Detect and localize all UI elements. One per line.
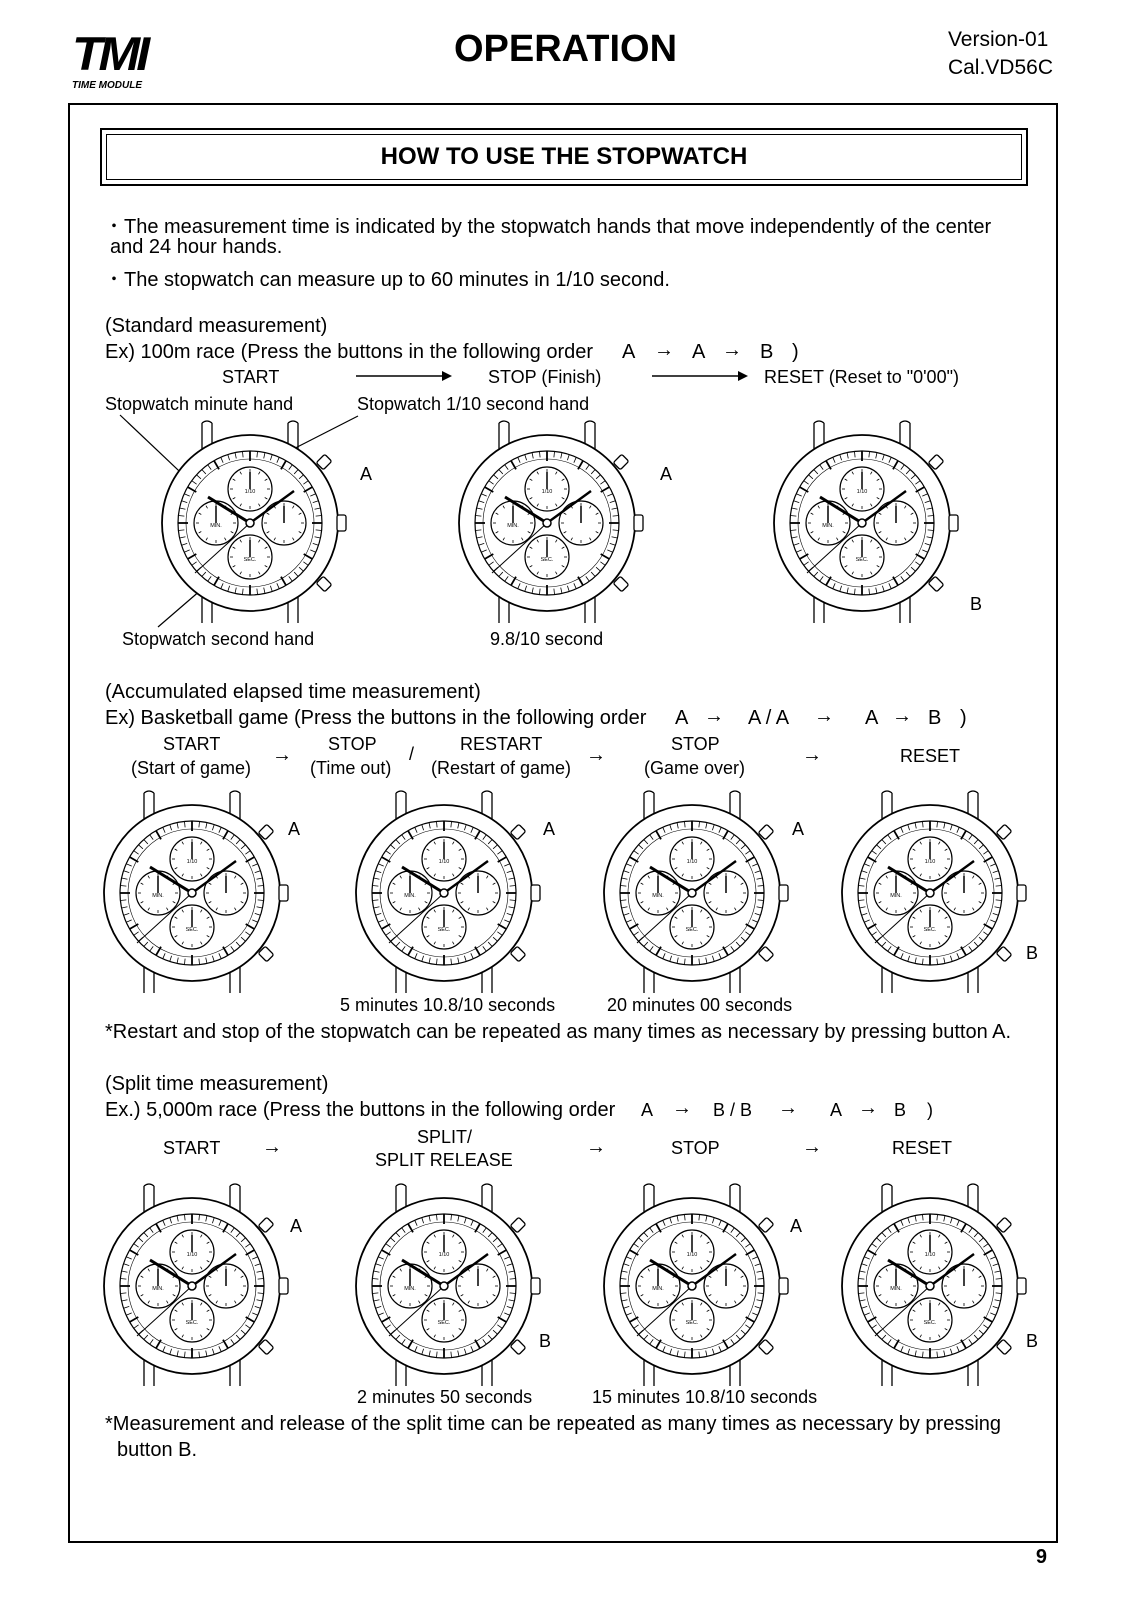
subdial [670,905,714,949]
intro-line-1: ・The measurement time is indicated by the stopwatch hands that move independently of the center [104,216,992,238]
subdial [874,501,918,545]
version-label: Version-01 [947,28,1049,51]
subdial [670,1298,714,1342]
center-pin [440,889,448,897]
subdial [422,1298,466,1342]
arrow-icon: → [778,1097,798,1119]
intro-line-3: ・The stopwatch can measure up to 60 minutes in 1/10 second. [104,269,670,291]
split-step-release: SPLIT RELEASE [375,1150,513,1170]
subdial-label: 1/10 [686,1252,698,1258]
split-example: Ex.) 5,000m race (Press the buttons in the following order [105,1099,616,1121]
subdial [170,1230,214,1274]
watch-drawing [600,1178,803,1393]
split-seq-close: ) [927,1100,933,1120]
subdial [908,1230,952,1274]
watch-drawing [455,415,655,630]
subdial-label: 1/10 [924,1252,936,1258]
watch-drawing [100,785,300,1000]
watch-drawing [838,785,1038,1000]
center-pin [188,889,196,897]
split-note-line-2: button B. [117,1439,198,1461]
center-pin [688,1282,696,1290]
page-number: 9 [1035,1546,1047,1568]
caliber-label: Cal.VD56C [947,56,1053,79]
crown-icon [949,515,958,531]
watch-illustration [100,785,300,1005]
logo-text: TMI [72,27,147,81]
watch-drawing [838,1178,1038,1393]
center-pin [543,519,551,527]
button-label: A [660,464,673,484]
standard-example: Ex) 100m race (Press the buttons in the following order [105,341,594,363]
watch-drawing [600,785,800,1000]
subdial [456,1264,500,1308]
subdial-label: MIN. [152,1286,164,1292]
subdial-label: MIN. [890,893,902,899]
subdial [704,1264,748,1308]
subdial [874,1264,918,1308]
subdial [806,501,850,545]
button-label: B [1026,943,1039,963]
center-pin [246,519,254,527]
standard-heading: (Standard measurement) [105,315,328,337]
acc-note: *Restart and stop of the stopwatch can be repeated as many times as necessary by pressing button A. [105,1021,1012,1043]
subdial [874,871,918,915]
arrow-icon: → [892,705,912,727]
subdial-label: SEC. [540,557,554,563]
crown-icon [1017,885,1026,901]
acc-step-start: START [163,734,221,754]
split-caption-1: 2 minutes 50 seconds [357,1387,533,1407]
subdial [636,871,680,915]
watch-drawing [352,785,552,1000]
split-step-reset: RESET [892,1138,953,1158]
button-label: A [360,464,373,484]
subdial-label: SEC. [185,927,199,933]
subdial [704,871,748,915]
center-pin [188,1282,196,1290]
acc-caption-1: 5 minutes 10.8/10 seconds [340,995,556,1015]
subdial-label: 1/10 [856,489,868,495]
crown-icon [531,1278,540,1294]
button-label: A [790,1216,803,1236]
subdial-label: SEC. [855,557,869,563]
watch-drawing [352,1178,552,1393]
arrow-icon: → [858,1097,878,1119]
standard-seq-3: B [760,341,774,363]
crown-icon [779,885,788,901]
subdial [840,467,884,511]
acc-step-start-sub: (Start of game) [131,758,252,778]
arrow-icon: → [654,339,674,361]
subdial-label: MIN. [822,523,834,529]
acc-caption-2: 20 minutes 00 seconds [607,995,793,1015]
subdial [204,871,248,915]
standard-step-start: START [222,367,280,387]
subdial [636,1264,680,1308]
arrow-icon: → [586,744,606,766]
accumulated-seq-1: A [675,707,689,729]
split-seq-3: A [830,1100,843,1120]
acc-step-stop-2-sub: (Game over) [644,758,746,778]
arrow-icon: → [814,705,834,727]
button-label: A [290,1216,303,1236]
subdial-label: MIN. [404,1286,416,1292]
split-note-line-1: *Measurement and release of the split time can be repeated as many times as necessary by pressing [105,1413,1002,1435]
center-pin [688,889,696,897]
intro-line-2: and 24 hour hands. [110,236,283,258]
arrow-icon: → [272,744,292,766]
crown-icon [1017,1278,1026,1294]
accumulated-seq-close: ) [960,707,967,729]
subdial [262,501,306,545]
crown-icon [337,515,346,531]
arrow-icon: → [672,1097,692,1119]
button-label: B [539,1331,552,1351]
subdial-label: SEC. [185,1320,199,1326]
watch-illustration [600,1178,803,1398]
split-step-stop: STOP [671,1138,720,1158]
callout-second-hand: Stopwatch second hand [122,629,315,649]
subdial-label: 1/10 [686,859,698,865]
subdial [942,871,986,915]
button-label: B [970,594,983,614]
subdial [422,837,466,881]
crown-icon [634,515,643,531]
accumulated-seq-4: B [928,707,942,729]
standard-seq-close: ) [792,341,799,363]
watch-illustration [352,785,552,1005]
subdial [422,1230,466,1274]
accumulated-heading: (Accumulated elapsed time measurement) [105,681,481,703]
subdial-label: SEC. [243,557,257,563]
callout-minute-hand: Stopwatch minute hand [105,394,294,414]
center-pin [440,1282,448,1290]
subdial [388,1264,432,1308]
subdial [170,905,214,949]
crown-icon [779,1278,788,1294]
button-label: A [288,819,301,839]
watch-illustration [352,1178,552,1398]
subdial-label: 1/10 [244,489,256,495]
center-pin [858,519,866,527]
watch-illustration [838,785,1038,1005]
subdial [228,467,272,511]
split-heading: (Split time measurement) [105,1073,329,1095]
callout-tenth-hand: Stopwatch 1/10 second hand [357,394,590,414]
subdial-label: 1/10 [186,1252,198,1258]
split-seq-1: A [641,1100,654,1120]
accumulated-seq-2: A / A [748,707,790,729]
subdial [559,501,603,545]
crown-icon [279,885,288,901]
arrow-icon: → [722,339,742,361]
watch-illustration [770,415,970,635]
subdial-label: SEC. [437,1320,451,1326]
subdial-label: SEC. [437,927,451,933]
watch-drawing [158,415,358,630]
subdial [908,837,952,881]
subdial [422,905,466,949]
subdial [525,535,569,579]
standard-caption: 9.8/10 second [490,629,604,649]
subdial-label: 1/10 [924,859,936,865]
acc-step-restart: RESTART [460,734,543,754]
split-seq-2: B / B [713,1100,753,1120]
arrow-icon: → [586,1136,606,1158]
subdial-label: MIN. [652,1286,664,1292]
subdial-label: 1/10 [186,859,198,865]
subdial-label: SEC. [685,1320,699,1326]
subdial [204,1264,248,1308]
accumulated-seq-3: A [865,707,879,729]
subdial [942,1264,986,1308]
subdial [136,1264,180,1308]
subdial-label: 1/10 [438,1252,450,1258]
subdial [908,1298,952,1342]
subdial-label: 1/10 [541,489,553,495]
standard-step-reset: RESET (Reset to "0'00") [764,367,959,387]
center-pin [926,1282,934,1290]
subdial-label: MIN. [210,523,222,529]
arrow-icon: → [802,744,822,766]
watch-illustration [838,1178,1038,1398]
subdial-label: SEC. [685,927,699,933]
subdial [170,1298,214,1342]
standard-seq-1: A [622,341,636,363]
arrow-icon: → [262,1136,282,1158]
subdial [908,905,952,949]
subdial [136,871,180,915]
page-title: OPERATION [453,28,678,70]
subdial [170,837,214,881]
subdial [228,535,272,579]
subdial [194,501,238,545]
arrow-icon: → [704,705,724,727]
acc-slash: / [409,744,415,764]
standard-seq-2: A [692,341,706,363]
acc-step-stop: STOP [328,734,377,754]
subdial-label: MIN. [652,893,664,899]
standard-step-stop: STOP (Finish) [488,367,602,387]
subdial-label: 1/10 [438,859,450,865]
button-label: A [792,819,805,839]
subdial [388,871,432,915]
center-pin [926,889,934,897]
crown-icon [279,1278,288,1294]
watch-illustration [600,785,800,1005]
watch-illustration [455,415,655,635]
arrow-icon: → [802,1136,822,1158]
subdial [491,501,535,545]
accumulated-example: Ex) Basketball game (Press the buttons in the following order [105,707,647,729]
watch-illustration [100,1178,303,1398]
logo-subtext: TIME MODULE [72,80,142,91]
crown-icon [531,885,540,901]
watch-drawing [100,1178,303,1393]
subdial-label: MIN. [404,893,416,899]
acc-step-stop-2: STOP [671,734,720,754]
subdial-label: MIN. [507,523,519,529]
button-label: B [1026,1331,1039,1351]
split-step-start: START [163,1138,221,1158]
acc-step-stop-sub: (Time out) [310,758,392,778]
subdial [670,1230,714,1274]
subdial-label: MIN. [890,1286,902,1292]
subdial-label: SEC. [923,927,937,933]
subdial [670,837,714,881]
watch-drawing [770,415,970,630]
subdial-label: MIN. [152,893,164,899]
button-label: A [543,819,556,839]
acc-step-reset: RESET [900,746,961,766]
subdial [525,467,569,511]
split-step-split: SPLIT/ [417,1127,473,1147]
subdial-label: SEC. [923,1320,937,1326]
section-title: HOW TO USE THE STOPWATCH [106,134,1022,180]
subdial [456,871,500,915]
split-caption-2: 15 minutes 10.8/10 seconds [592,1387,818,1407]
watch-illustration [158,415,358,635]
split-seq-4: B [894,1100,907,1120]
acc-step-restart-sub: (Restart of game) [431,758,572,778]
subdial [840,535,884,579]
